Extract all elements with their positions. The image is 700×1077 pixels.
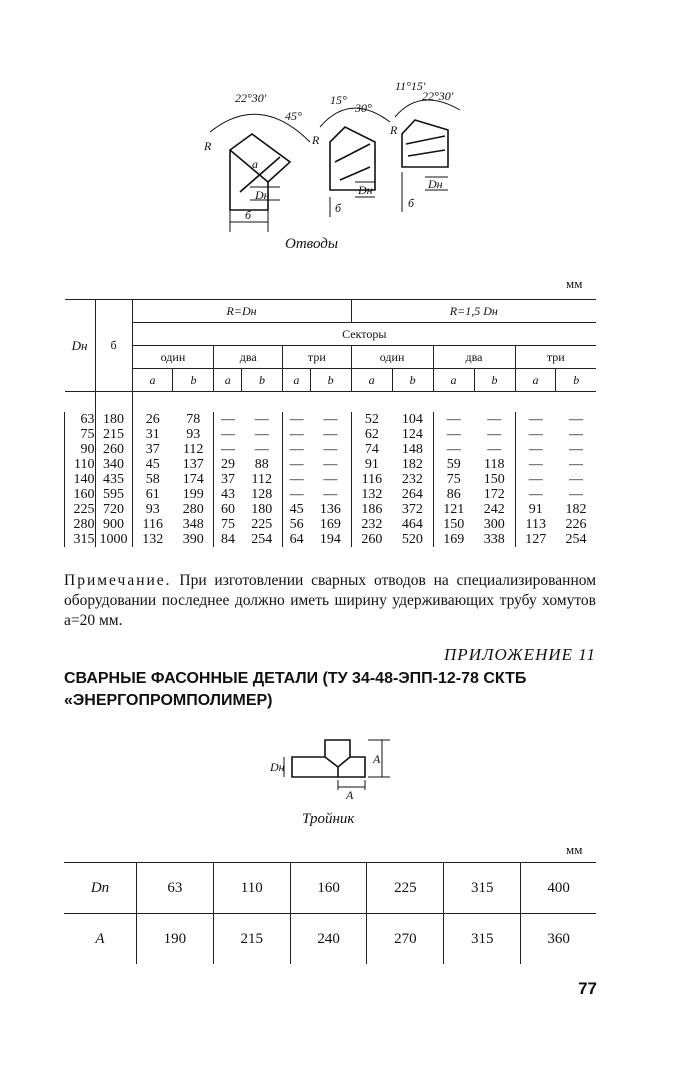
table-cell: — (323, 426, 338, 442)
table-cell: 91 (515, 502, 556, 517)
table-cell: — (323, 456, 338, 472)
table-row (65, 427, 597, 442)
table-cell: 136 (319, 501, 341, 517)
table-cell: 182 (565, 501, 587, 517)
table-cell: — (433, 442, 474, 457)
table-cell: 45 (283, 502, 311, 517)
table-cell: 58 (132, 472, 173, 487)
table-cell: 116 (132, 517, 173, 532)
table-cell: 63 (65, 412, 96, 427)
table-cell: — (214, 442, 242, 457)
table-cell: 315 (444, 863, 521, 914)
table-cell: 137 (182, 456, 204, 472)
table-cell: 148 (401, 441, 423, 457)
table-cell: 140 (65, 472, 96, 487)
table-cell: 225 (367, 863, 444, 914)
table-cell: 63 (137, 863, 214, 914)
table-cell: 280 (182, 501, 204, 517)
ab-header: b (556, 369, 596, 392)
table-cell: 78 (186, 411, 201, 427)
table-cell: 240 (290, 914, 367, 965)
table-cell: 186 (351, 502, 392, 517)
sector-header: два (214, 346, 283, 369)
table-cell: 86 (433, 487, 474, 502)
table-cell: 340 (95, 457, 132, 472)
table-cell: — (568, 411, 583, 427)
table-cell: — (214, 427, 242, 442)
table-cell: 110 (65, 457, 96, 472)
table-cell: 26 (132, 412, 173, 427)
table-cell: — (433, 427, 474, 442)
table-row (65, 502, 597, 517)
table-cell: 595 (95, 487, 132, 502)
table-cell: 91 (351, 457, 392, 472)
table-cell: 348 (182, 516, 204, 532)
table-cell: 61 (132, 487, 173, 502)
table-cell: 720 (95, 502, 132, 517)
table-cell: — (214, 412, 242, 427)
row-label: Dп (64, 863, 137, 914)
bend-label: б (408, 196, 415, 210)
ab-header: a (433, 369, 474, 392)
table-cell: 127 (515, 532, 556, 547)
table-cell: 260 (351, 532, 392, 547)
figure-caption: Тройник (302, 811, 355, 827)
table-cell: — (283, 412, 311, 427)
bend-label: R (204, 139, 212, 153)
table-cell: 180 (251, 501, 273, 517)
table-cell: 226 (565, 516, 587, 532)
table-cell: — (568, 471, 583, 487)
table-cell: — (515, 487, 556, 502)
table-cell: 132 (351, 487, 392, 502)
bend-label: б (335, 201, 342, 215)
table-cell: — (283, 472, 311, 487)
table-cell: — (568, 486, 583, 502)
table-cell: 45 (132, 457, 173, 472)
col-b: б (95, 300, 132, 392)
bend-label: 22°30' (422, 89, 454, 103)
table-cell: — (254, 411, 269, 427)
table-cell: 182 (401, 456, 423, 472)
table-cell: 315 (444, 914, 521, 965)
table-cell: 300 (483, 516, 505, 532)
sector-header: три (515, 346, 596, 369)
table-cell: 160 (65, 487, 96, 502)
table-cell: 232 (401, 471, 423, 487)
sectors-header: Секторы (132, 323, 596, 346)
bend-label: 22°30' (235, 91, 267, 105)
table-cell: 90 (65, 442, 96, 457)
note-label: Примечание. (64, 572, 172, 589)
ab-header: b (474, 369, 515, 392)
group-header: R=Dн (132, 300, 351, 323)
table-cell: 110 (213, 863, 290, 914)
ab-header: a (214, 369, 242, 392)
table-row (65, 457, 597, 472)
bend-label: Dн (428, 177, 443, 191)
table-cell: 59 (433, 457, 474, 472)
table-cell: 225 (251, 516, 273, 532)
bend-label: R (312, 133, 320, 147)
table-cell: 150 (433, 517, 474, 532)
table-cell: 118 (484, 456, 505, 472)
note-text: При изготовлении сварных отводов на специализированном оборудовании последнее должно иметь ширину удерживающих трубу хомутов a=20 мм. (64, 572, 597, 629)
ab-header: a (132, 369, 173, 392)
table-cell: 372 (401, 501, 423, 517)
table-cell: — (515, 457, 556, 472)
table-cell: — (323, 471, 338, 487)
bend-label: Dн (255, 188, 270, 202)
unit-label: мм (566, 276, 583, 291)
table-cell: 270 (367, 914, 444, 965)
table-cell: 75 (214, 517, 242, 532)
table-cell: 128 (251, 486, 273, 502)
sector-header: три (283, 346, 352, 369)
table-cell: — (283, 457, 311, 472)
unit-label: мм (566, 842, 583, 857)
table-row (65, 442, 597, 457)
table-cell: 169 (319, 516, 341, 532)
table-cell: 74 (351, 442, 392, 457)
table-cell: — (515, 442, 556, 457)
table-cell: 113 (515, 517, 556, 532)
table-cell: — (487, 411, 502, 427)
tee-table (64, 862, 596, 964)
table-cell: 169 (433, 532, 474, 547)
table-cell: 254 (251, 531, 273, 547)
table-cell: — (515, 472, 556, 487)
table-cell: 260 (95, 442, 132, 457)
table-cell: 84 (214, 532, 242, 547)
table-row (65, 412, 597, 427)
tee-label: Dн (270, 760, 285, 774)
table-cell: — (254, 441, 269, 457)
table-cell: 93 (186, 426, 201, 442)
table-cell: 160 (290, 863, 367, 914)
table-cell: 194 (319, 531, 341, 547)
sector-header: один (132, 346, 214, 369)
table-cell: — (568, 426, 583, 442)
table-cell: — (568, 441, 583, 457)
table-cell: 315 (65, 532, 96, 547)
note (64, 571, 596, 631)
table-cell: 242 (483, 501, 505, 517)
table-cell: 400 (521, 863, 596, 914)
table-row (65, 472, 597, 487)
ab-header: b (173, 369, 214, 392)
table-cell: 390 (182, 531, 204, 547)
tee-label: A (373, 752, 381, 766)
table-cell: 112 (182, 441, 204, 457)
ab-header: a (515, 369, 556, 392)
table-cell: 464 (401, 516, 423, 532)
table-cell: 254 (565, 531, 587, 547)
table-cell: 360 (521, 914, 596, 965)
table-cell: 124 (401, 426, 423, 442)
table-cell: — (283, 442, 311, 457)
bend-label: 45° (285, 109, 302, 123)
table-cell: 225 (65, 502, 96, 517)
table-cell: 435 (95, 472, 132, 487)
appendix-label: ПРИЛОЖЕНИЕ 11 (444, 645, 596, 664)
table-cell: 37 (132, 442, 173, 457)
ab-header: a (283, 369, 311, 392)
table-cell: 112 (251, 471, 273, 487)
tee-drawing (270, 735, 400, 815)
bend-label: 11°15' (395, 79, 426, 93)
table-cell: 172 (483, 486, 505, 502)
sector-header: два (433, 346, 515, 369)
col-dn: Dн (65, 300, 96, 392)
table-cell: 900 (95, 517, 132, 532)
table-row (65, 532, 597, 547)
table-cell: 150 (483, 471, 505, 487)
table-cell: 264 (401, 486, 423, 502)
table-cell: 75 (433, 472, 474, 487)
table-cell: — (323, 411, 338, 427)
table-row (65, 487, 597, 502)
table-cell: — (283, 487, 311, 502)
table-cell: — (283, 427, 311, 442)
bend-label: 30° (355, 101, 372, 115)
row-label: A (95, 930, 105, 947)
table-cell: 62 (351, 427, 392, 442)
table-cell: 338 (483, 531, 505, 547)
table-cell: 64 (283, 532, 311, 547)
group-header: R=1,5 Dн (351, 300, 596, 323)
table-cell: 190 (137, 914, 214, 965)
figure-caption: Отводы (285, 236, 339, 252)
table-cell: 75 (65, 427, 96, 442)
bend-label: б (245, 208, 252, 222)
table-cell: 88 (254, 456, 269, 472)
table-cell: 60 (214, 502, 242, 517)
ab-header: b (310, 369, 351, 392)
table-cell: 31 (132, 427, 173, 442)
table-cell: — (323, 441, 338, 457)
ab-header: a (351, 369, 392, 392)
page-number: 77 (578, 979, 597, 998)
table-cell: — (323, 486, 338, 502)
table-cell: 520 (401, 531, 423, 547)
table-cell: — (568, 456, 583, 472)
section-title: СВАРНЫЕ ФАСОННЫЕ ДЕТАЛИ (ТУ 34-48-ЭПП-12-78 СКТБ «ЭНЕРГОПРОМПОЛИМЕР) (64, 670, 527, 709)
bend-label: R (390, 123, 398, 137)
table-cell: 215 (213, 914, 290, 965)
ab-header: b (392, 369, 433, 392)
table-cell: — (433, 412, 474, 427)
ab-header: b (242, 369, 283, 392)
table-cell: 93 (132, 502, 173, 517)
bends-table (64, 299, 596, 547)
tee-label: A (346, 788, 354, 802)
table-cell: 37 (214, 472, 242, 487)
table-cell: 56 (283, 517, 311, 532)
table-cell: 174 (182, 471, 204, 487)
table-cell: 29 (214, 457, 242, 472)
table-cell: — (487, 426, 502, 442)
table-cell: 104 (401, 411, 423, 427)
bend-label: Dн (358, 183, 373, 197)
table-cell: 116 (351, 472, 392, 487)
table-row (65, 517, 597, 532)
table-cell: 1000 (95, 532, 132, 547)
table-cell: 180 (95, 412, 132, 427)
table-cell: 232 (351, 517, 392, 532)
table-cell: — (254, 426, 269, 442)
table-cell: 280 (65, 517, 96, 532)
table-cell: — (515, 427, 556, 442)
bend-label: 15° (330, 93, 347, 107)
table-cell: 121 (433, 502, 474, 517)
bend-label: a (252, 157, 258, 171)
table-cell: 52 (351, 412, 392, 427)
table-cell: — (515, 412, 556, 427)
table-cell: 132 (132, 532, 173, 547)
table-cell: 43 (214, 487, 242, 502)
table-cell: 215 (95, 427, 132, 442)
table-cell: — (487, 441, 502, 457)
sector-header: один (351, 346, 433, 369)
table-cell: 199 (182, 486, 204, 502)
bends-drawing (190, 72, 480, 252)
